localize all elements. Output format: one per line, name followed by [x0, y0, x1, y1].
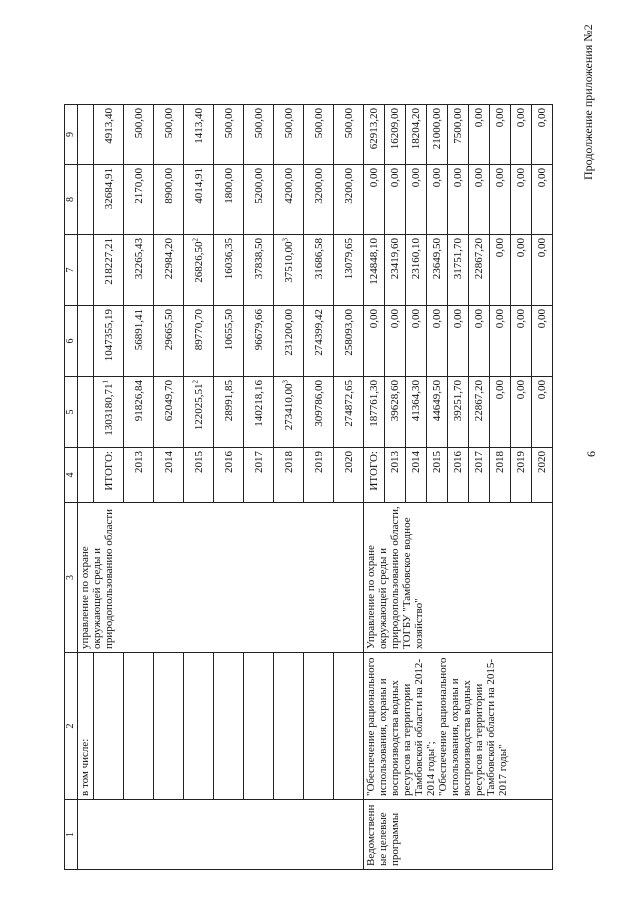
block1-col2-cell — [244, 653, 274, 800]
value-c8: 2170,00 — [132, 168, 145, 204]
value-cell — [469, 377, 490, 448]
value-c8: 0,00 — [410, 168, 422, 188]
value-cell — [385, 165, 406, 235]
value-cell — [244, 165, 274, 235]
year-cell: 2013 — [124, 448, 154, 503]
value-cell — [214, 306, 244, 377]
value-cell — [427, 165, 448, 235]
value-cell — [184, 165, 214, 235]
value-c7: 26826,50 — [192, 241, 205, 283]
value-cell — [427, 377, 448, 448]
in-including-label: в том числе: — [78, 653, 94, 800]
value-c5: 39251,70 — [452, 380, 464, 422]
budget-table — [64, 104, 553, 870]
value-cell — [364, 105, 385, 165]
value-cell — [94, 105, 124, 165]
footnote-mark: 2 — [190, 238, 199, 242]
value-cell — [427, 105, 448, 165]
value-cell — [334, 165, 364, 235]
col-number: 2 — [65, 653, 78, 800]
value-c5: 273410,00 — [282, 383, 295, 431]
block2-program-type: Ведомственные целевые программы — [364, 800, 553, 870]
value-cell — [490, 165, 511, 235]
value-cell — [532, 165, 553, 235]
value-cell — [406, 306, 427, 377]
value-cell — [406, 235, 427, 306]
year-cell: 2014 — [154, 448, 184, 503]
value-c9: 500,00 — [132, 108, 145, 139]
value-c6: 0,00 — [452, 309, 464, 329]
value-cell — [448, 105, 469, 165]
value-cell — [184, 105, 214, 165]
value-c6: 274399,42 — [312, 309, 325, 356]
value-cell — [385, 377, 406, 448]
year-cell: 2018 — [490, 448, 511, 503]
value-c6: 56891,41 — [132, 309, 145, 351]
block1-col2-cell — [334, 653, 364, 800]
value-cell — [154, 105, 184, 165]
value-c5: 140218,16 — [252, 380, 265, 427]
value-cell — [94, 235, 124, 306]
value-c5: 91826,84 — [132, 380, 145, 422]
value-cell — [406, 105, 427, 165]
table-row — [94, 105, 124, 870]
value-c9: 62913,20 — [368, 108, 380, 150]
value-cell — [124, 165, 154, 235]
block1-col2-cell — [124, 653, 154, 800]
year-cell: 2013 — [385, 448, 406, 503]
value-cell — [214, 235, 244, 306]
value-cell — [511, 377, 532, 448]
value-c5: 0,00 — [536, 380, 548, 400]
block1-col2-cell — [304, 653, 334, 800]
value-cell — [334, 235, 364, 306]
year-cell: 2019 — [511, 448, 532, 503]
value-cell — [214, 165, 244, 235]
value-cell — [304, 235, 334, 306]
value-c9: 500,00 — [342, 108, 355, 139]
value-cell — [124, 377, 154, 448]
value-c8: 0,00 — [368, 168, 380, 188]
year-cell: 2017 — [469, 448, 490, 503]
value-cell — [448, 306, 469, 377]
table-row — [124, 105, 154, 870]
year-cell: 2020 — [334, 448, 364, 503]
block2-executor: Управление по охране окружающей среды и природопользованию области, ТОГБУ "Тамбовское водное хозяйство" — [364, 503, 553, 653]
value-c9: 500,00 — [162, 108, 175, 139]
value-cell — [94, 165, 124, 235]
value-c7: 32265,43 — [132, 238, 145, 280]
value-cell — [94, 377, 124, 448]
value-cell — [184, 235, 214, 306]
value-cell — [154, 377, 184, 448]
col-number: 5 — [65, 377, 78, 448]
value-cell — [244, 306, 274, 377]
table-row — [364, 105, 385, 870]
program-name-first: "Обеспечение рационального использования, охраны и воспроизводства водных ресурсов на территории Тамбовской области на 2012-2014 годы"; — [365, 657, 437, 796]
table-row — [274, 105, 304, 870]
col-number: 7 — [65, 235, 78, 306]
year-cell: 2014 — [406, 448, 427, 503]
value-c7: 0,00 — [494, 238, 506, 258]
value-cell — [448, 235, 469, 306]
value-c9: 0,00 — [473, 108, 485, 128]
subheader-row — [78, 105, 94, 870]
value-c8: 3200,00 — [312, 168, 325, 204]
value-c9: 4913,40 — [102, 108, 115, 144]
year-cell: 2016 — [448, 448, 469, 503]
value-cell — [124, 235, 154, 306]
value-cell — [124, 105, 154, 165]
value-cell — [406, 377, 427, 448]
value-c7: 23649,50 — [431, 238, 443, 280]
value-c6: 258093,00 — [342, 309, 355, 356]
value-c7: 124848,10 — [368, 238, 380, 285]
value-c7: 31686,58 — [312, 238, 325, 280]
value-c8: 32684,91 — [102, 168, 115, 210]
year-cell: ИТОГО: — [364, 448, 385, 503]
value-cell — [427, 306, 448, 377]
value-cell — [511, 165, 532, 235]
year-cell: 2015 — [427, 448, 448, 503]
value-c8: 0,00 — [494, 168, 506, 188]
table-row — [334, 105, 364, 870]
value-cell — [274, 306, 304, 377]
value-c6: 1047355,19 — [102, 309, 115, 362]
value-c7: 16036,35 — [222, 238, 235, 280]
value-c7: 23160,10 — [410, 238, 422, 280]
value-c5: 62049,70 — [162, 380, 175, 422]
value-c6: 231200,00 — [282, 309, 295, 356]
year-cell: 2015 — [184, 448, 214, 503]
value-c9: 16209,00 — [389, 108, 401, 150]
value-c8: 0,00 — [452, 168, 464, 188]
block1-col2-cell — [214, 653, 244, 800]
col-number: 8 — [65, 165, 78, 235]
value-c8: 1800,00 — [222, 168, 235, 204]
value-c6: 0,00 — [515, 309, 527, 329]
year-cell: 2020 — [532, 448, 553, 503]
value-cell — [274, 165, 304, 235]
value-cell — [385, 306, 406, 377]
value-cell — [184, 306, 214, 377]
value-c6: 89770,70 — [192, 309, 205, 351]
value-cell — [94, 306, 124, 377]
value-c5: 41364,30 — [410, 380, 422, 422]
value-cell — [532, 235, 553, 306]
value-cell — [511, 105, 532, 165]
value-cell — [532, 377, 553, 448]
value-cell — [154, 306, 184, 377]
value-c7: 23419,60 — [389, 238, 401, 280]
footnote-mark: 2 — [190, 380, 199, 384]
value-c7: 218227,21 — [102, 238, 115, 285]
value-c7: 37838,50 — [252, 238, 265, 280]
value-cell — [532, 105, 553, 165]
value-c8: 4014,91 — [192, 168, 205, 204]
value-c5: 122025,51 — [192, 383, 205, 431]
col-number: 4 — [65, 448, 78, 503]
value-c8: 0,00 — [431, 168, 443, 188]
value-cell — [244, 377, 274, 448]
block1-col2-cell — [184, 653, 214, 800]
value-cell — [469, 306, 490, 377]
value-c8: 0,00 — [536, 168, 548, 188]
value-c7: 31751,70 — [452, 238, 464, 280]
table-row — [154, 105, 184, 870]
value-cell — [154, 235, 184, 306]
value-c6: 0,00 — [368, 309, 380, 329]
block2-program-names — [364, 653, 553, 800]
value-c9: 0,00 — [536, 108, 548, 128]
value-c6: 0,00 — [389, 309, 401, 329]
value-c9: 500,00 — [282, 108, 295, 139]
value-cell — [304, 105, 334, 165]
value-cell — [304, 165, 334, 235]
value-cell — [244, 235, 274, 306]
value-c8: 5200,00 — [252, 168, 265, 204]
value-c6: 29665,50 — [162, 309, 175, 351]
value-cell — [448, 165, 469, 235]
value-cell — [184, 377, 214, 448]
value-c8: 0,00 — [473, 168, 485, 188]
value-c7: 0,00 — [536, 238, 548, 258]
value-cell — [490, 377, 511, 448]
col-number: 9 — [65, 105, 78, 165]
value-cell — [304, 306, 334, 377]
value-cell — [214, 377, 244, 448]
value-c9: 500,00 — [312, 108, 325, 139]
footnote-mark: 3 — [280, 238, 289, 242]
col-number: 3 — [65, 503, 78, 653]
value-c5: 187761,30 — [368, 380, 380, 427]
value-cell — [124, 306, 154, 377]
continuation-label: Продолжение приложения №2 — [581, 24, 595, 180]
block1-col2-cell — [154, 653, 184, 800]
value-c9: 0,00 — [494, 108, 506, 128]
value-cell — [469, 235, 490, 306]
value-c5: 39628,60 — [389, 380, 401, 422]
table-row — [184, 105, 214, 870]
value-cell — [427, 235, 448, 306]
value-c5: 0,00 — [494, 380, 506, 400]
value-cell — [532, 306, 553, 377]
value-c6: 0,00 — [494, 309, 506, 329]
value-c8: 8900,00 — [162, 168, 175, 204]
value-cell — [304, 377, 334, 448]
value-c7: 13079,65 — [342, 238, 355, 280]
value-c5: 0,00 — [515, 380, 527, 400]
year-cell: 2016 — [214, 448, 244, 503]
block1-col1-cell — [78, 800, 364, 870]
value-cell — [274, 235, 304, 306]
value-cell — [469, 165, 490, 235]
value-cell — [490, 105, 511, 165]
value-cell — [490, 235, 511, 306]
value-c8: 0,00 — [389, 168, 401, 188]
value-c9: 21000,00 — [431, 108, 443, 150]
table-row — [244, 105, 274, 870]
value-c6: 10655,50 — [222, 309, 235, 351]
value-c7: 22984,20 — [162, 238, 175, 280]
value-c6: 0,00 — [473, 309, 485, 329]
footnote-mark: 1 — [100, 380, 109, 384]
value-c6: 0,00 — [536, 309, 548, 329]
year-cell: ИТОГО: — [94, 448, 124, 503]
value-c5: 1303180,71 — [102, 383, 115, 436]
column-number-row — [65, 105, 78, 870]
value-cell — [385, 235, 406, 306]
value-cell — [511, 306, 532, 377]
value-cell — [511, 235, 532, 306]
value-cell — [406, 165, 427, 235]
value-c9: 18204,20 — [410, 108, 422, 150]
value-c9: 500,00 — [252, 108, 265, 139]
value-c8: 0,00 — [515, 168, 527, 188]
value-c5: 22867,20 — [473, 380, 485, 422]
value-c8: 3200,00 — [342, 168, 355, 204]
page-number: 6 — [584, 451, 598, 457]
value-cell — [214, 105, 244, 165]
value-cell — [385, 105, 406, 165]
value-c5: 274872,65 — [342, 380, 355, 427]
value-c8: 4200,00 — [282, 168, 295, 204]
footnote-mark: 3 — [280, 380, 289, 384]
value-cell — [469, 105, 490, 165]
value-c7: 37510,00 — [282, 241, 295, 283]
value-cell — [364, 306, 385, 377]
value-c9: 1413,40 — [192, 108, 205, 144]
value-cell — [448, 377, 469, 448]
value-c6: 96679,66 — [252, 309, 265, 351]
year-cell: 2018 — [274, 448, 304, 503]
col-number: 1 — [65, 800, 78, 870]
value-cell — [490, 306, 511, 377]
block1-col2-cell — [94, 653, 124, 800]
value-cell — [334, 306, 364, 377]
value-c9: 0,00 — [515, 108, 527, 128]
value-c5: 44649,50 — [431, 380, 443, 422]
value-c5: 309786,00 — [312, 380, 325, 427]
value-c5: 28991,85 — [222, 380, 235, 422]
table-row — [304, 105, 334, 870]
table-row — [214, 105, 244, 870]
value-c7: 22867,20 — [473, 238, 485, 280]
value-cell — [364, 235, 385, 306]
col-number: 6 — [65, 306, 78, 377]
value-c9: 7500,00 — [452, 108, 464, 144]
value-c6: 0,00 — [410, 309, 422, 329]
block1-executor: управление по охране окружающей среды и природопользованию области — [78, 503, 364, 653]
value-cell — [274, 105, 304, 165]
value-cell — [334, 105, 364, 165]
year-cell: 2019 — [304, 448, 334, 503]
value-cell — [364, 165, 385, 235]
value-c7: 0,00 — [515, 238, 527, 258]
value-c9: 500,00 — [222, 108, 235, 139]
block1-col2-cell — [274, 653, 304, 800]
value-cell — [274, 377, 304, 448]
year-cell: 2017 — [244, 448, 274, 503]
value-cell — [154, 165, 184, 235]
value-cell — [334, 377, 364, 448]
value-cell — [244, 105, 274, 165]
value-c6: 0,00 — [431, 309, 443, 329]
program-name-second: "Обеспечение рационального использования, охраны и воспроизводства водных ресурсов на территории Тамбовской области на 2015-2017 годы" — [437, 657, 509, 796]
value-cell — [364, 377, 385, 448]
